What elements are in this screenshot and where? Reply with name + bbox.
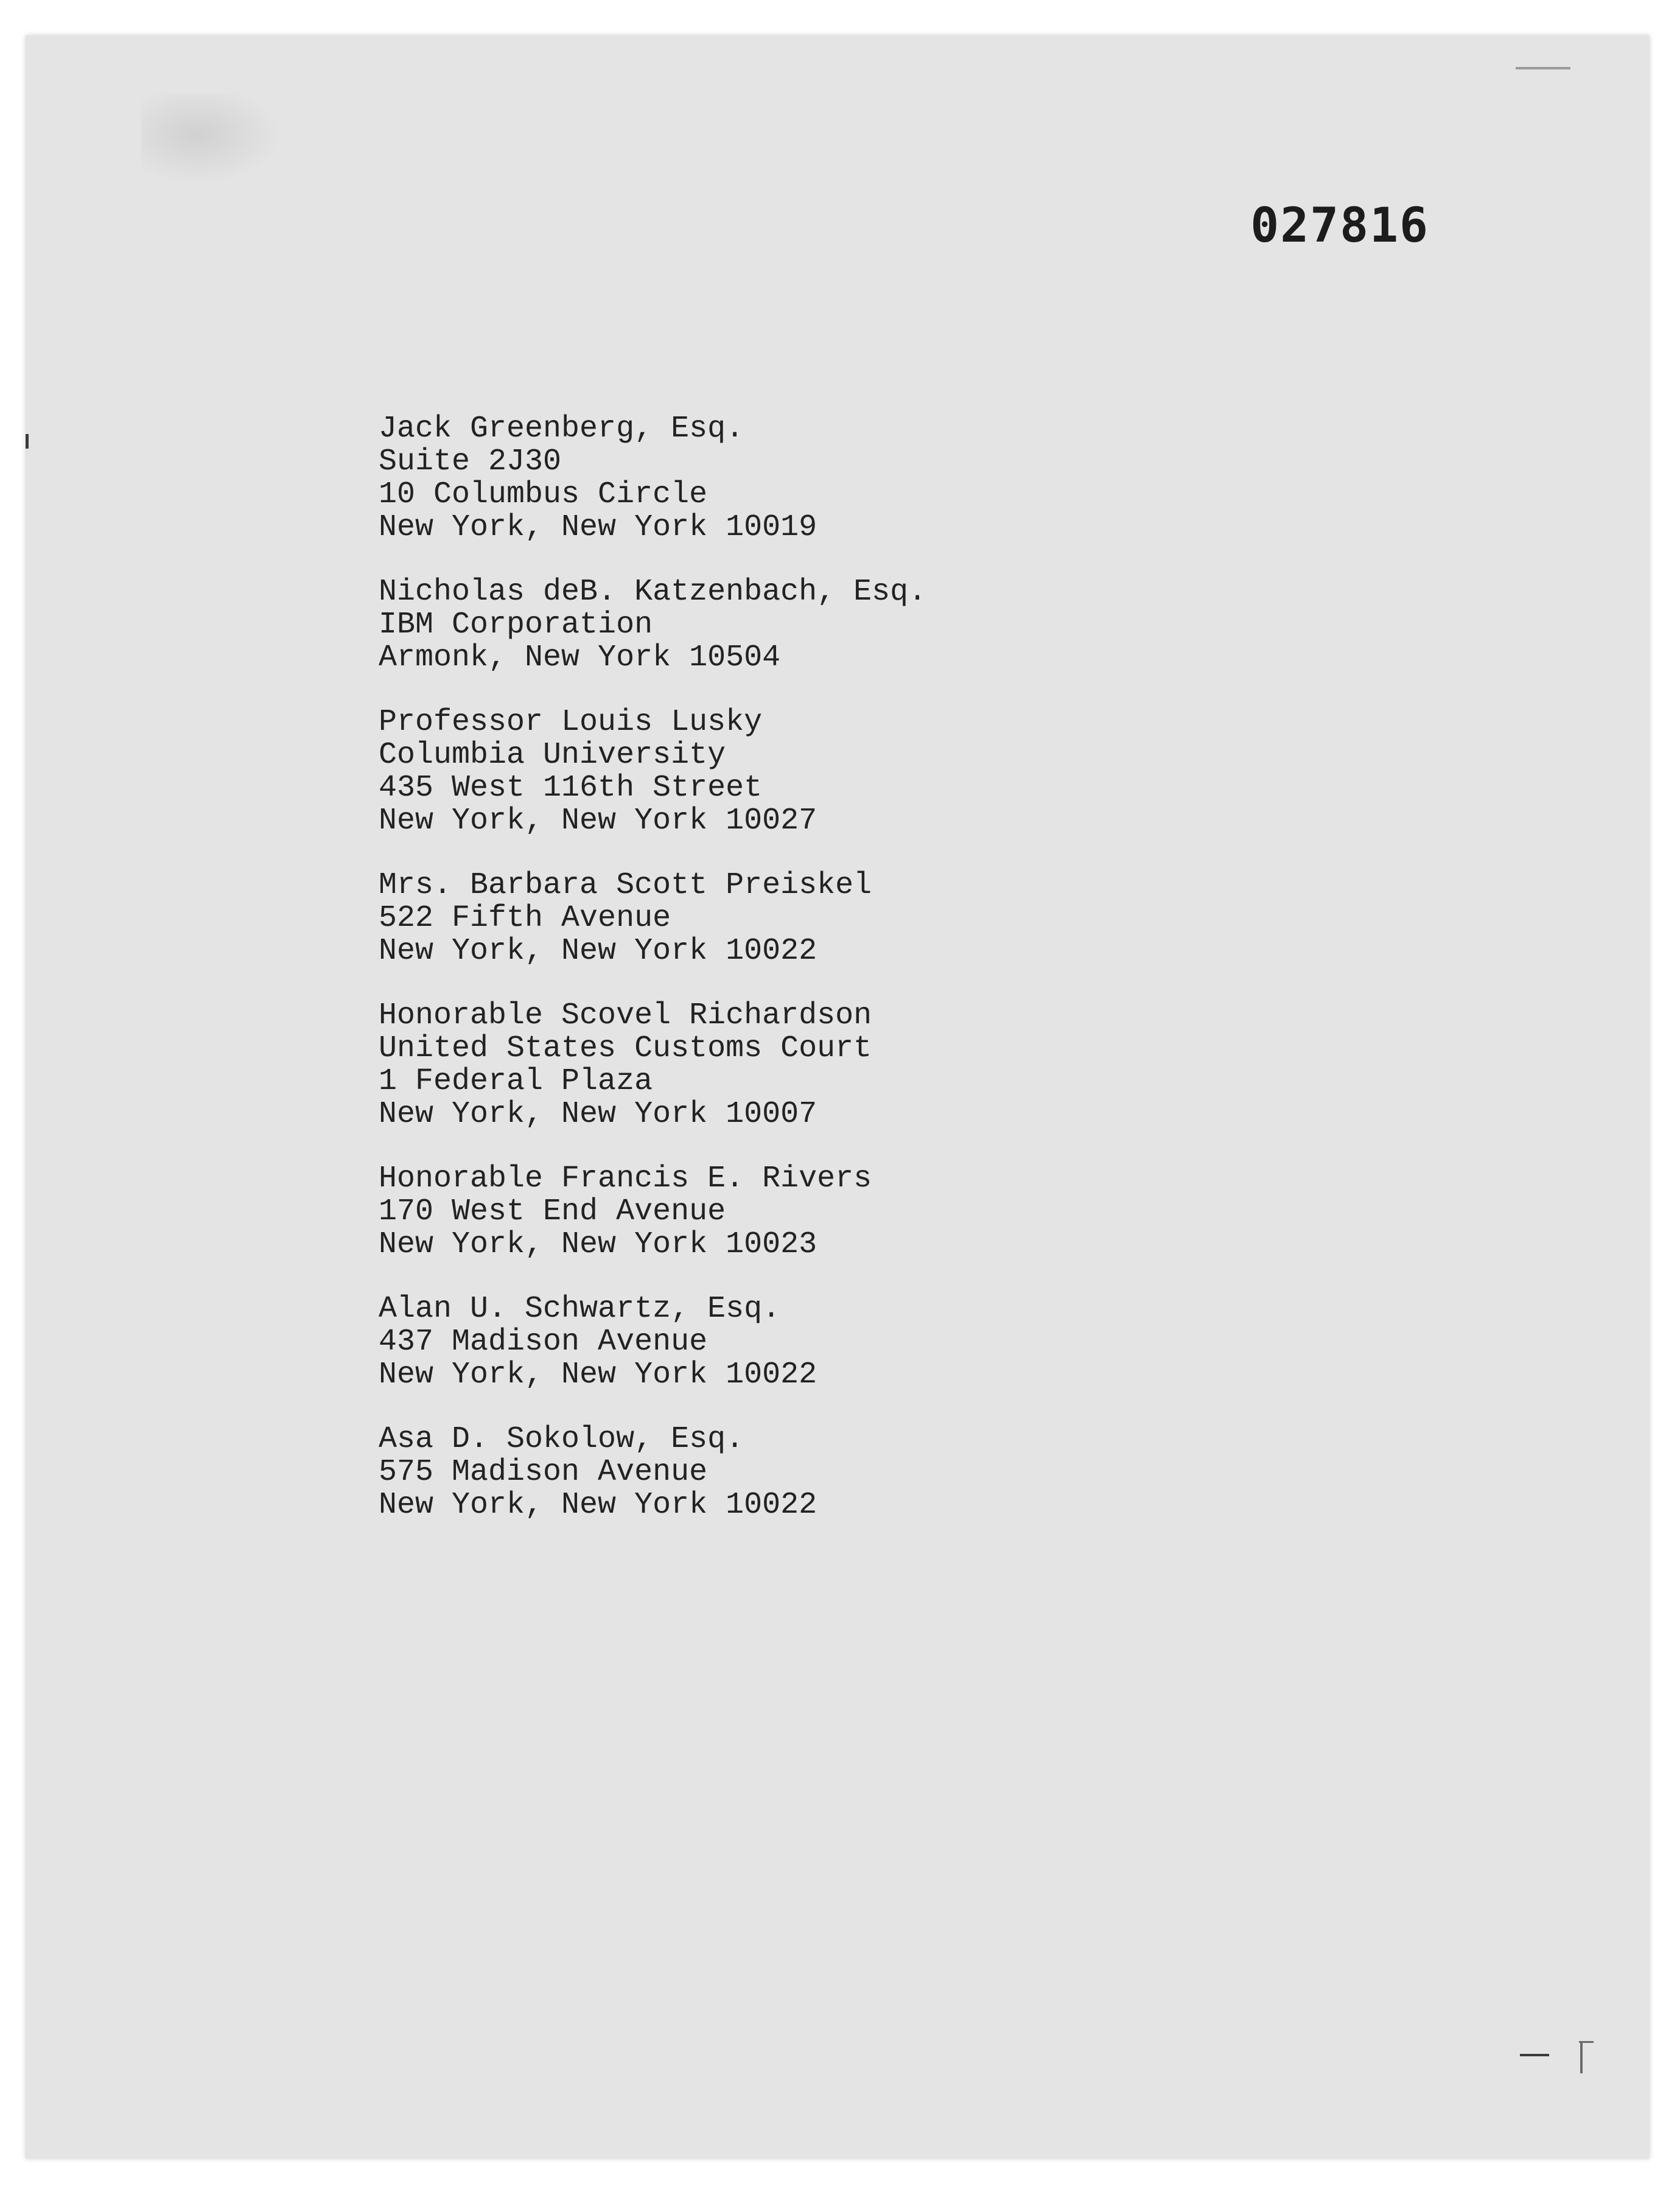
corner-mark-bottom-right-vertical (1580, 2042, 1583, 2073)
address-line: United States Customs Court (379, 1031, 872, 1066)
margin-mark-left (26, 434, 29, 449)
address-block-richardson (379, 1000, 1413, 1131)
address-city-line: New York, New York 10027 (379, 804, 817, 838)
address-city-line: New York, New York 10022 (379, 934, 817, 968)
address-name: Jack Greenberg, Esq. (379, 412, 744, 446)
address-city-line: New York, New York 10019 (379, 510, 817, 545)
address-name: Honorable Francis E. Rivers (379, 1161, 872, 1196)
address-line: Suite 2J30 (379, 444, 562, 479)
address-city-line: New York, New York 10022 (379, 1357, 817, 1392)
address-name: Asa D. Sokolow, Esq. (379, 1422, 744, 1457)
address-line: Columbia University (379, 738, 726, 772)
address-line: 437 Madison Avenue (379, 1325, 708, 1359)
address-block-lusky (379, 706, 1413, 838)
address-city-line: New York, New York 10007 (379, 1097, 817, 1132)
document-number: 027816 (1250, 198, 1429, 253)
address-block-preiskel (379, 869, 1413, 968)
corner-mark-top-right (1516, 67, 1570, 69)
address-name: Honorable Scovel Richardson (379, 998, 872, 1033)
address-block-sokolow (379, 1423, 1413, 1522)
address-city-line: New York, New York 10023 (379, 1227, 817, 1262)
address-city-line: Armonk, New York 10504 (379, 640, 781, 675)
address-list (379, 413, 1413, 1553)
address-line: 1 Federal Plaza (379, 1064, 653, 1099)
address-block-schwartz (379, 1293, 1413, 1392)
address-city-line: New York, New York 10022 (379, 1488, 817, 1522)
address-name: Mrs. Barbara Scott Preiskel (379, 868, 872, 903)
address-block-greenberg (379, 413, 1413, 544)
address-block-rivers (379, 1163, 1413, 1261)
address-block-katzenbach (379, 576, 1413, 674)
corner-mark-bottom-right (1520, 2054, 1549, 2056)
address-line: 10 Columbus Circle (379, 477, 708, 512)
address-name: Alan U. Schwartz, Esq. (379, 1292, 781, 1326)
address-name: Professor Louis Lusky (379, 705, 763, 740)
address-line: 522 Fifth Avenue (379, 901, 671, 936)
address-line: IBM Corporation (379, 608, 653, 642)
address-line: 575 Madison Avenue (379, 1455, 708, 1490)
document-page (26, 35, 1650, 2159)
address-line: 435 West 116th Street (379, 771, 763, 805)
paper-smudge (141, 93, 281, 184)
address-line: 170 West End Avenue (379, 1194, 726, 1229)
address-name: Nicholas deB. Katzenbach, Esq. (379, 575, 927, 609)
corner-mark-bottom-right-tick (1579, 2041, 1594, 2043)
